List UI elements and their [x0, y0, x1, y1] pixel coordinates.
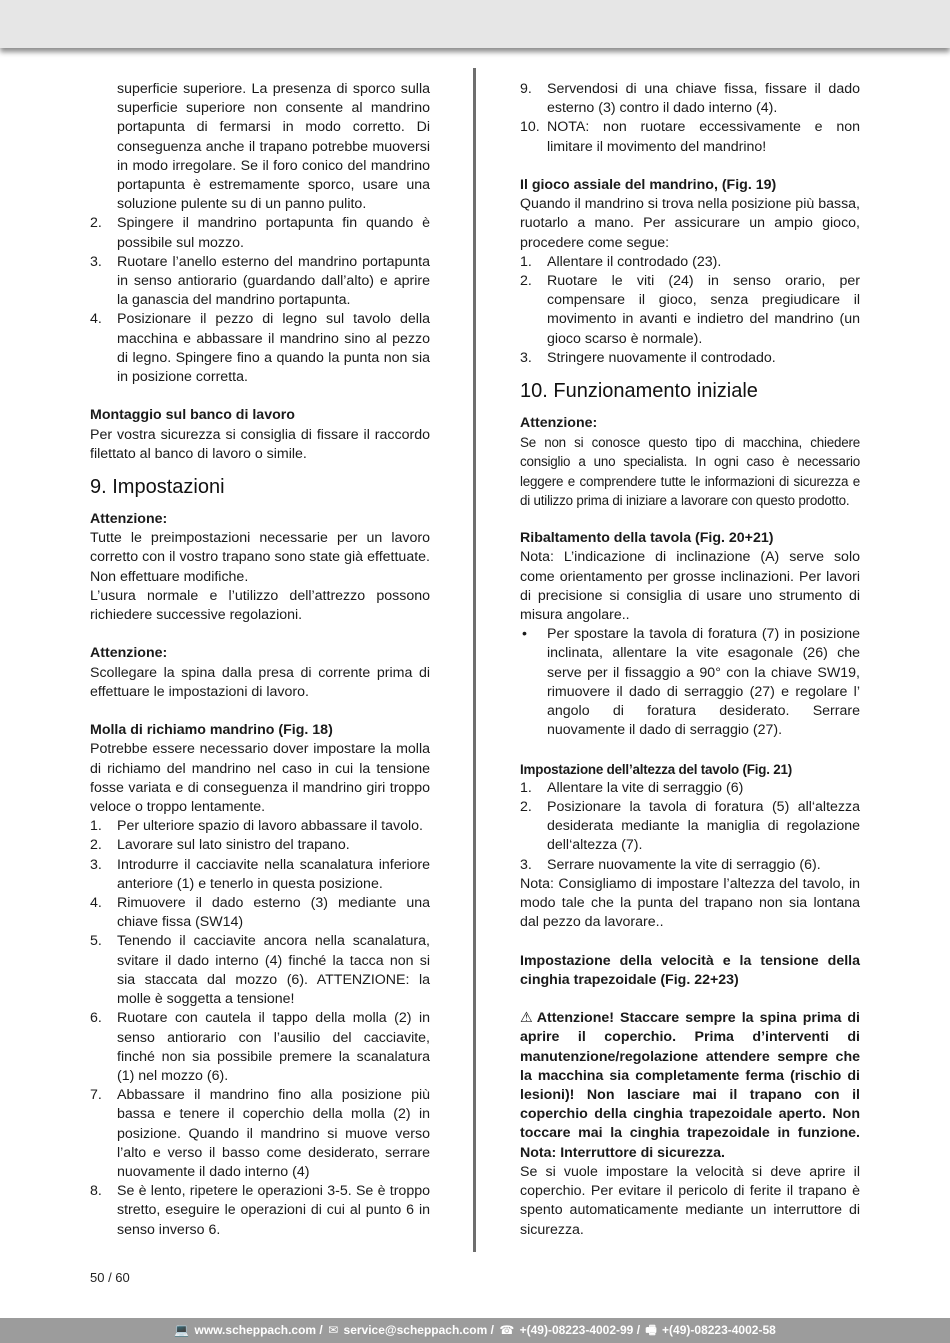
list-item-text: Stringere nuovamente il controdado.	[547, 349, 776, 366]
left-column	[90, 80, 430, 1240]
axial-text: Quando il mandrino si trova nella posizione più bassa, ruotarlo a mano. Per assicurare un ampio gioco, procedere come segue:	[520, 196, 860, 251]
list-item-text: Servendosi di una chiave fissa, fissare il dado esterno (3) contro il dado interno (4).	[547, 81, 860, 117]
speed-heading: Impostazione della velocità e la tensione della cinghia trapezoidale (Fig. 22+23)	[520, 952, 860, 988]
right-column	[520, 80, 860, 1240]
list-item-number: 5.	[90, 933, 102, 950]
list-item-text: Allentare il controdado (23).	[547, 253, 722, 270]
list-item	[90, 1182, 430, 1240]
list-item-number: 9.	[520, 81, 532, 97]
list-item	[90, 253, 430, 311]
list-item-text: Ruotare le viti (24) in senso orario, per compensare il gioco, senza pregiudicare il movimento in avanti e indietro del mandrino (un gioco scarso è normale).	[547, 273, 860, 347]
list-item	[90, 310, 430, 387]
attention-2-text: Scollegare la spina dalla presa di corrente prima di effettuare le impostazioni di lavoro.	[90, 664, 430, 700]
list-item-number: 3.	[520, 349, 532, 366]
steps-list-c	[520, 80, 860, 157]
list-item-text: NOTA: non ruotare eccessivamente e non limitare il movimento del mandrino!	[547, 119, 860, 155]
list-item	[520, 349, 860, 368]
list-item	[90, 836, 430, 855]
tilt-heading: Ribaltamento della tavola (Fig. 20+21)	[520, 530, 774, 547]
list-item	[90, 856, 430, 894]
list-item-text: Ruotare con cautela il tappo della molla (2) in senso antiorario con l’ausilio del cacciavite, finché non sia possibile premere la scanalatura (1) nel mozzo (6).	[117, 1010, 430, 1084]
height-note: Nota: Consigliamo di impostare l’altezza del tavolo, in modo tale che la punta del trapano non sia lontana dal pezzo da lavorare..	[520, 875, 860, 931]
list-item-number: 1.	[520, 779, 532, 796]
list-item-number: 2.	[90, 215, 102, 232]
axial-heading: Il gioco assiale del mandrino, (Fig. 19)	[520, 177, 777, 193]
fax-number: +(49)-08223-4002-58	[662, 1323, 776, 1337]
attention-3-heading: Attenzione:	[520, 415, 598, 432]
phone-icon: ☎	[499, 1323, 515, 1337]
list-item	[90, 817, 430, 836]
list-item-number: 3.	[90, 253, 102, 270]
list-item-text: Introdurre il cacciavite nella scanalatura inferiore anteriore (1) e tenerlo in questa posizione.	[117, 856, 430, 892]
page-number: 50 / 60	[90, 1270, 130, 1285]
attention-1-heading: Attenzione:	[90, 511, 168, 528]
list-item	[90, 932, 430, 1009]
list-item-text: Tenendo il cacciavite ancora nella scanalatura, svitare il dado interno (4) finché la tacca non si sia staccata dal mozzo (6). ATTENZIONE: la molle è soggetta a tensione!	[117, 933, 430, 1008]
warning-text: Attenzione! Staccare sempre la spina prima di aprire il coperchio. Prima d’interventi di manutenzione/regolazione attendere sempre che la macchina sia completamente ferma (rischio di lesioni)! Non lasciare mai il trapano con il coperchio della cinghia trapezoidale aperto. Non toccare mai la cinghia trapezoidale in funzione. Nota: Interruttore di sicurezza.	[520, 1010, 860, 1161]
list-item	[520, 779, 860, 798]
list-item-number: 2.	[520, 799, 532, 816]
list-item-text: Lavorare sul lato sinistro del trapano.	[117, 837, 350, 854]
list-item	[520, 80, 860, 118]
list-item-text: Per ulteriore spazio di lavoro abbassare il tavolo.	[117, 818, 423, 835]
attention-2-heading: Attenzione:	[90, 645, 168, 662]
list-item-text: Posizionare la tavola di foratura (5) all‘altezza desiderata mediante la maniglia di regolazione dell‘altezza (7).	[547, 799, 860, 854]
speed-text: Se si vuole impostare la velocità si deve aprire il coperchio. Per evitare il pericolo di ferite il trapano è spento automaticamente mediante un interruttore di sicurezza.	[520, 1163, 860, 1238]
list-item	[90, 214, 430, 252]
tilt-text: Nota: L’indicazione di inclinazione (A) serve solo come orientamento per grosse inclinazioni. Per lavori di precisione si consiglia di usare uno strumento di misura angolare..	[520, 549, 860, 624]
email-link[interactable]: service@scheppach.com /	[343, 1323, 494, 1337]
list-item	[520, 118, 860, 156]
height-heading: Impostazione dell’altezza del tavolo (Fig. 21)	[520, 761, 793, 777]
list-item-text: Serrare nuovamente la vite di serraggio (6).	[547, 856, 821, 873]
attention-1-text-2: L’usura normale e l’utilizzo dell’attrezzo possono richiedere successive regolazioni.	[90, 587, 430, 624]
list-item-text: Abbassare il mandrino fino alla posizione più bassa e tenere il coperchio della molla (2) in posizione. Quando il mandrino si muove verso l’alto e verso il basso come desiderato, serrare nuovamente il dado interno (4)	[117, 1087, 430, 1180]
tilt-bullet-text: Per spostare la tavola di foratura (7) in posizione inclinata, allentare la vite esagonale (26) che serve per il fissaggio a 90° con la chiave SW19, rimuovere il dado di serraggio (27) e regolare l’ angolo di foratura desiderato. Serrare nuovamente il dado di serraggio (27).	[547, 626, 860, 739]
intro-paragraph: superficie superiore. La presenza di sporco sulla superficie superiore non consente al mandrino portapunta di fermarsi in modo corretto. Di conseguenza anche il trapano potrebbe muoversi in modo irregolare. Se il foro conico del mandrino portapunta è estremamente sporco, usare una soluzione pulente su di un panno pulito.	[117, 81, 430, 213]
bench-heading: Montaggio sul banco di lavoro	[90, 407, 295, 424]
list-item	[520, 272, 860, 349]
steps-list-e	[520, 779, 860, 875]
list-item-number: 1.	[90, 818, 102, 835]
warning-paragraph	[520, 1009, 860, 1163]
bullet-icon: •	[522, 626, 527, 643]
list-item-text: Ruotare l’anello esterno del mandrino portapunta in senso antiorario (guardando dall’alto) e aprire la ganascia del mandrino portapunta.	[117, 253, 430, 309]
section-10-title: 10. Funzionamento iniziale	[520, 380, 758, 403]
list-item-text: Se è lento, ripetere le operazioni 3-5. Se è troppo stretto, eseguire le operazioni di cui al punto 6 in senso inverso 6.	[117, 1183, 430, 1238]
list-item-number: 10.	[520, 119, 540, 136]
fax-icon: 🖷	[645, 1323, 657, 1337]
list-item-number: 2.	[520, 273, 532, 290]
list-item-number: 8.	[90, 1183, 102, 1200]
tilt-bullet-list	[520, 625, 860, 740]
attention-3-text: Se non si conosce questo tipo di macchina, chiedere consiglio a uno specialista. In ogni caso è necessario leggere e comprendere tutte le informazioni di sicurezza e di utilizzo prima di iniziare a lavorare con questo prodotto.	[520, 435, 860, 508]
warning-icon: ⚠	[520, 1010, 533, 1027]
spring-text: Potrebbe essere necessario dover impostare la molla di richiamo del mandrino nel caso in cui la tensione fosse variata e di conseguenza il mandrino giri troppo veloce o troppo lentamente.	[90, 741, 430, 816]
header-bar	[0, 0, 950, 48]
list-item-text: Spingere il mandrino portapunta fin quando è possibile sul mozzo.	[117, 215, 430, 251]
list-item-number: 6.	[90, 1010, 102, 1027]
list-item-number: 3.	[520, 856, 532, 873]
spring-heading: Molla di richiamo mandrino (Fig. 18)	[90, 722, 333, 739]
list-item	[520, 625, 860, 740]
section-9-title: 9. Impostazioni	[90, 476, 225, 499]
footer-bar	[0, 1318, 950, 1343]
steps-list-d	[520, 253, 860, 368]
mail-icon: ✉	[328, 1323, 339, 1337]
list-item-number: 2.	[90, 837, 102, 854]
list-item	[520, 798, 860, 856]
list-item-text: Allentare la vite di serraggio (6)	[547, 779, 744, 796]
list-item-text: Rimuovere il dado esterno (3) mediante una chiave fissa (SW14)	[117, 895, 430, 931]
list-item-number: 4.	[90, 311, 102, 328]
list-item-number: 3.	[90, 856, 102, 873]
list-item	[520, 856, 860, 875]
list-item-number: 1.	[520, 253, 532, 270]
steps-list-a	[90, 214, 430, 387]
phone-number: +(49)-08223-4002-99 /	[519, 1323, 641, 1337]
list-item-text: Posizionare il pezzo di legno sul tavolo della macchina e abbassare il mandrino sino al pezzo di legno. Spingere fino a quando la punta non sia in posizione corretta.	[117, 311, 430, 386]
computer-icon: 💻	[174, 1323, 190, 1337]
website-link[interactable]: www.scheppach.com /	[194, 1323, 323, 1337]
list-item	[90, 1086, 430, 1182]
steps-list-b	[90, 817, 430, 1239]
list-item	[90, 894, 430, 932]
list-item	[90, 1009, 430, 1086]
attention-1-text: Tutte le preimpostazioni necessarie per un lavoro corretto con il vostro trapano sono state già effettuate. Non effettuare modifiche.	[90, 530, 430, 585]
list-item-number: 4.	[90, 895, 102, 912]
column-divider	[473, 68, 476, 1252]
list-item	[520, 253, 860, 272]
bench-text: Per vostra sicurezza si consiglia di fissare il raccordo filettato al banco di lavoro o simile.	[90, 426, 430, 462]
list-item-number: 7.	[90, 1087, 102, 1104]
